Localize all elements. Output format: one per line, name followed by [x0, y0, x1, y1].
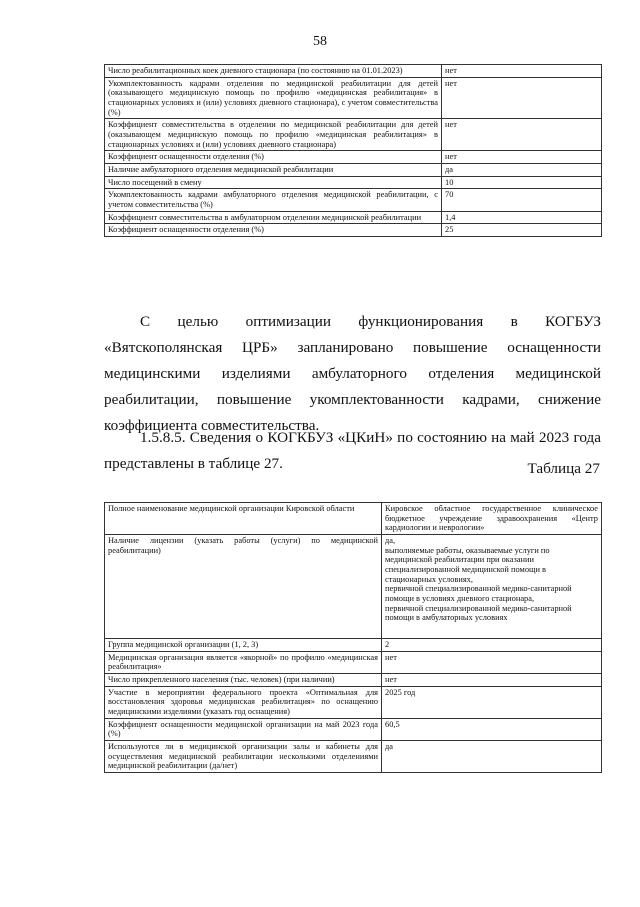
- table-cell-value: нет: [442, 119, 602, 151]
- table-row: [105, 151, 602, 164]
- table-cell-label: Используются ли в медицинской организации залы и кабинеты для осуществления медицинской реабилитации несколькими отделениями медицинской реабилитации (да/нет): [105, 740, 382, 772]
- table-row: [105, 534, 602, 638]
- table-cell-value: нет: [442, 77, 602, 119]
- table-row: [105, 176, 602, 189]
- table-row: [105, 224, 602, 237]
- table-row: [105, 119, 602, 151]
- table-row: [105, 189, 602, 211]
- table-cell-value: да: [442, 163, 602, 176]
- body-paragraph: С целью оптимизации функционирования в КОГБУЗ «Вятскополянская ЦРБ» запланировано повышение оснащенности медицинскими изделиями амбулаторного отделения медицинской реабилитации, повышение укомплектованности кадрами, снижение коэффициента совместительства.: [104, 313, 601, 435]
- table-caption: Таблица 27: [527, 460, 600, 477]
- table-cell-label: Число прикрепленного населения (тыс. человек) (при наличии): [105, 673, 382, 686]
- table-cell-label: Коэффициент совместительства в отделении по медицинской реабилитации для детей (оказывающем медицинскую помощь по профилю «медицинская реабилитация» в стационарных условиях и (или) условиях дневного стационара): [105, 119, 442, 151]
- table-cell-label: Число посещений в смену: [105, 176, 442, 189]
- table-row: [105, 740, 602, 772]
- table-row: [105, 718, 602, 740]
- table-cell-label: Укомплектованность кадрами амбулаторного отделения медицинской реабилитации, с учетом совместительства (%): [105, 189, 442, 211]
- table-row: [105, 651, 602, 673]
- table-row: [105, 211, 602, 224]
- table-row: [105, 686, 602, 718]
- table-cell-value: 60,5: [382, 718, 602, 740]
- table-cell-value: 25: [442, 224, 602, 237]
- page-number: 58: [313, 34, 327, 49]
- table-cell-label: Коэффициент оснащенности медицинской организации на май 2023 года (%): [105, 718, 382, 740]
- ckin-info-table: [104, 502, 602, 773]
- table-row: [105, 163, 602, 176]
- table-cell-value: нет: [382, 651, 602, 673]
- table-cell-value: 2025 год: [382, 686, 602, 718]
- table-cell-label: Число реабилитационных коек дневного стационара (по состоянию на 01.01.2023): [105, 65, 442, 78]
- table-cell-value: нет: [442, 65, 602, 78]
- table-row: [105, 77, 602, 119]
- table-cell-value: Кировское областное государственное клиническое бюджетное учреждение здравоохранения «Центр кардиологии и неврологии»: [382, 503, 602, 535]
- table-cell-value: 70: [442, 189, 602, 211]
- table-cell-label: Медицинская организация является «якорной» по профилю «медицинская реабилитация»: [105, 651, 382, 673]
- table-cell-value: да: [382, 740, 602, 772]
- table-cell-label: Укомплектованность кадрами отделения по медицинской реабилитации для детей (оказывающего медицинскую помощь по профилю «медицинская реабилитация» в стационарных условиях и (или) условиях дневного стационара), с учетом совместительства (%): [105, 77, 442, 119]
- table-cell-label: Коэффициент совместительства в амбулаторном отделении медицинской реабилитации: [105, 211, 442, 224]
- table-row: [105, 503, 602, 535]
- table-row: [105, 65, 602, 78]
- body-paragraph: 1.5.8.5. Сведения о КОГКБУЗ «ЦКиН» по состоянию на май 2023 года представлены в таблице 27.: [104, 429, 601, 473]
- rehab-indicators-table: [104, 64, 602, 237]
- table-cell-value: 10: [442, 176, 602, 189]
- table-cell-value: 1,4: [442, 211, 602, 224]
- table-cell-value: 2: [382, 638, 602, 651]
- table-cell-label: Полное наименование медицинской организации Кировской области: [105, 503, 382, 535]
- table-cell-value: нет: [442, 151, 602, 164]
- table-cell-label: Группа медицинской организации (1, 2, 3): [105, 638, 382, 651]
- table-row: [105, 638, 602, 651]
- table-row: [105, 673, 602, 686]
- table-cell-label: Наличие амбулаторного отделения медицинской реабилитации: [105, 163, 442, 176]
- table-cell-label: Участие в мероприятии федерального проекта «Оптимальная для восстановления здоровья медицинская реабилитация» по оснащению медицинскими изделиями (указать год оснащения): [105, 686, 382, 718]
- table-cell-label: Наличие лицензии (указать работы (услуги) по медицинской реабилитации): [105, 534, 382, 638]
- table-cell-value: да, выполняемые работы, оказываемые услуги по медицинской реабилитации при оказании специализированной медицинской помощи в стационарных условиях, первичной специализированной медико-санитарной помощи в условиях дневного стационара, первичной специализированной медико-санитарной помощи в амбулаторных условиях: [382, 534, 602, 638]
- table-cell-value: нет: [382, 673, 602, 686]
- table-cell-label: Коэффициент оснащенности отделения (%): [105, 224, 442, 237]
- table-cell-label: Коэффициент оснащенности отделения (%): [105, 151, 442, 164]
